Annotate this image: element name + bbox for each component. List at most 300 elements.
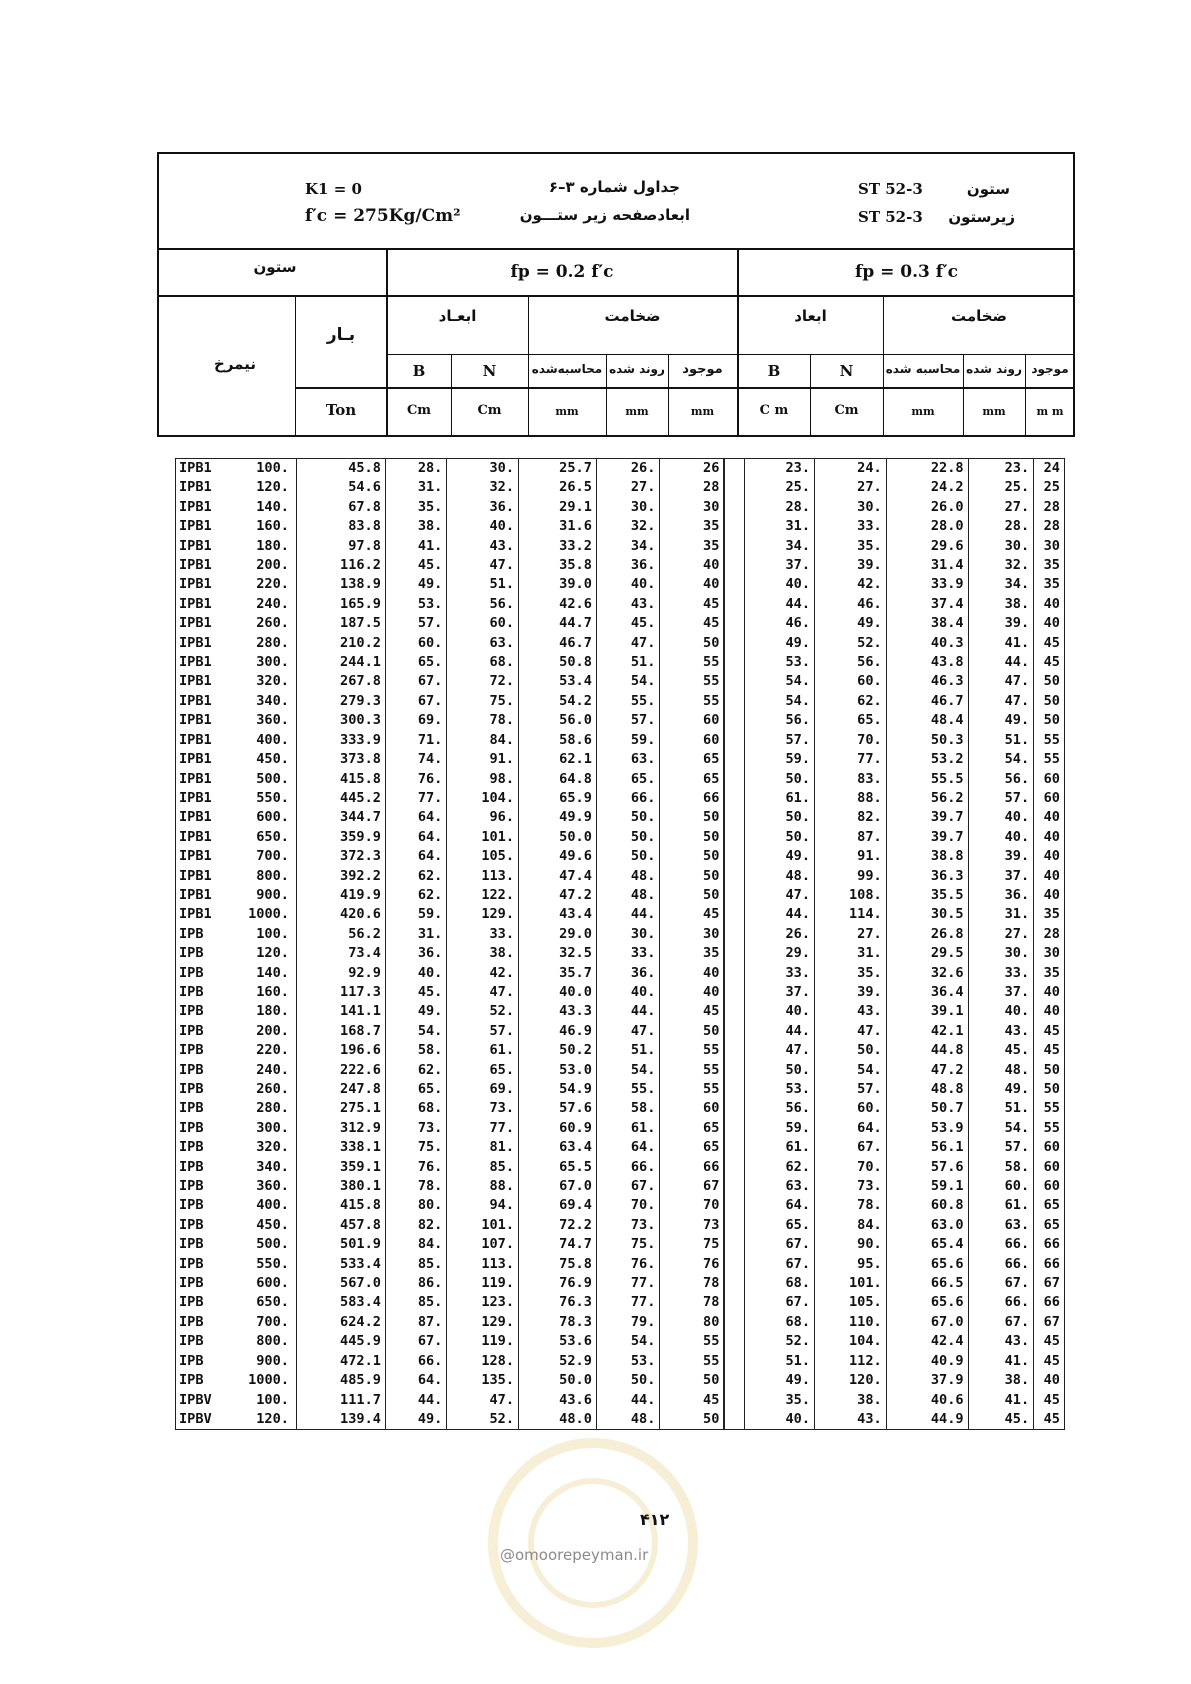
value-cell: 129. xyxy=(447,905,519,924)
value-cell: 57.6 xyxy=(519,1099,597,1118)
value-cell: 67.0 xyxy=(886,1313,968,1332)
profile-cell xyxy=(176,614,297,633)
value-cell: 60. xyxy=(385,634,446,653)
value-cell: 54.2 xyxy=(519,692,597,711)
value-cell: 66. xyxy=(968,1293,1034,1312)
value-cell: 96. xyxy=(447,808,519,827)
profile-size: 450. xyxy=(256,1216,289,1233)
value-cell: 57. xyxy=(596,711,660,730)
value-cell: 41. xyxy=(968,1352,1034,1371)
value-cell: 31. xyxy=(815,944,887,963)
group-gap xyxy=(724,1235,744,1254)
value-cell: 55 xyxy=(660,692,725,711)
value-cell: 101. xyxy=(447,828,519,847)
profile-cell xyxy=(176,1391,297,1410)
profile-size: 280. xyxy=(256,1100,289,1117)
value-cell: 119. xyxy=(447,1332,519,1351)
profile-cell xyxy=(176,459,297,479)
unit-round: mm xyxy=(625,405,649,418)
value-cell: 66. xyxy=(385,1352,446,1371)
value-cell: 43. xyxy=(968,1332,1034,1351)
value-cell: 67 xyxy=(660,1177,725,1196)
value-cell: 58.6 xyxy=(519,731,597,750)
value-cell: 67 xyxy=(1034,1313,1065,1332)
value-cell: 380.1 xyxy=(296,1177,385,1196)
value-cell: 54. xyxy=(596,672,660,691)
value-cell: 54. xyxy=(815,1061,887,1080)
value-cell: 45 xyxy=(1034,634,1065,653)
profile-type: IPB1 xyxy=(179,828,212,845)
profile-type: IPB xyxy=(179,1352,204,1369)
profile-size: 800. xyxy=(256,867,289,884)
value-cell: 38.8 xyxy=(886,847,968,866)
value-cell: 28 xyxy=(660,478,725,497)
profile-cell xyxy=(176,983,297,1002)
value-cell: 59. xyxy=(745,1119,815,1138)
table-body xyxy=(176,459,1065,1430)
value-cell: 60. xyxy=(447,614,519,633)
value-cell: 46.7 xyxy=(886,692,968,711)
col-B: B xyxy=(412,362,426,380)
value-cell: 67. xyxy=(745,1255,815,1274)
group-gap xyxy=(724,1080,744,1099)
value-cell: 35 xyxy=(1034,964,1065,983)
table-row xyxy=(176,537,1065,556)
value-cell: 69.4 xyxy=(519,1196,597,1215)
table-row xyxy=(176,653,1065,672)
value-cell: 99. xyxy=(815,867,887,886)
value-cell: 47. xyxy=(815,1022,887,1041)
value-cell: 60 xyxy=(1034,1158,1065,1177)
value-cell: 77. xyxy=(596,1293,660,1312)
value-cell: 50 xyxy=(1034,692,1065,711)
value-cell: 51. xyxy=(596,1041,660,1060)
group-gap xyxy=(724,1022,744,1041)
value-cell: 53.0 xyxy=(519,1061,597,1080)
profile-cell xyxy=(176,653,297,672)
steel-base: ST 52-3 xyxy=(858,208,923,226)
value-cell: 33.9 xyxy=(886,575,968,594)
value-cell: 110. xyxy=(815,1313,887,1332)
value-cell: 45 xyxy=(1034,653,1065,672)
profile-size: 360. xyxy=(256,1178,289,1195)
profile-type: IPB1 xyxy=(179,518,212,535)
value-cell: 78 xyxy=(660,1274,725,1293)
value-cell: 65.9 xyxy=(519,789,597,808)
value-cell: 39. xyxy=(815,983,887,1002)
value-cell: 74.7 xyxy=(519,1235,597,1254)
value-cell: 66 xyxy=(660,1158,725,1177)
profile-size: 200. xyxy=(256,1022,289,1039)
profile-type: IPB1 xyxy=(179,460,212,476)
value-cell: 43. xyxy=(815,1002,887,1021)
table-row xyxy=(176,983,1065,1002)
value-cell: 50.0 xyxy=(519,828,597,847)
value-cell: 45 xyxy=(1034,1041,1065,1060)
value-cell: 26.8 xyxy=(886,925,968,944)
value-cell: 82. xyxy=(385,1216,446,1235)
thickness-label: ضخامت xyxy=(604,307,661,325)
value-cell: 65. xyxy=(745,1216,815,1235)
value-cell: 392.2 xyxy=(296,867,385,886)
group-gap xyxy=(724,692,744,711)
value-cell: 63.0 xyxy=(886,1216,968,1235)
value-cell: 45 xyxy=(1034,1410,1065,1430)
value-cell: 485.9 xyxy=(296,1371,385,1390)
value-cell: 60. xyxy=(968,1177,1034,1196)
value-cell: 40.9 xyxy=(886,1352,968,1371)
value-cell: 472.1 xyxy=(296,1352,385,1371)
value-cell: 165.9 xyxy=(296,595,385,614)
value-cell: 47.4 xyxy=(519,867,597,886)
value-cell: 26. xyxy=(745,925,815,944)
value-cell: 47. xyxy=(596,634,660,653)
table-subtitle: ابعادصفحه زیر ستـــون xyxy=(519,206,690,224)
value-cell: 47. xyxy=(745,1041,815,1060)
value-cell: 45 xyxy=(660,614,725,633)
value-cell: 30. xyxy=(968,944,1034,963)
value-cell: 60 xyxy=(660,1099,725,1118)
value-cell: 40. xyxy=(745,1002,815,1021)
value-cell: 39.1 xyxy=(886,1002,968,1021)
fc-label: f′c = 275Kg/Cm² xyxy=(305,206,461,226)
profile-size: 340. xyxy=(256,1158,289,1175)
value-cell: 50 xyxy=(1034,1080,1065,1099)
value-cell: 57.6 xyxy=(886,1158,968,1177)
header-divider-3 xyxy=(295,387,1075,389)
value-cell: 583.4 xyxy=(296,1293,385,1312)
group-gap xyxy=(724,944,744,963)
value-cell: 42.4 xyxy=(886,1332,968,1351)
value-cell: 104. xyxy=(815,1332,887,1351)
value-cell: 62. xyxy=(815,692,887,711)
group-gap xyxy=(724,828,744,847)
value-cell: 40. xyxy=(745,575,815,594)
value-cell: 42.6 xyxy=(519,595,597,614)
profile-type: IPB xyxy=(179,1158,204,1175)
profile-cell xyxy=(176,1293,297,1312)
profile-type: IPB1 xyxy=(179,789,212,806)
value-cell: 415.8 xyxy=(296,1196,385,1215)
value-cell: 77. xyxy=(596,1274,660,1293)
profile-size: 450. xyxy=(256,751,289,768)
value-cell: 44.9 xyxy=(886,1410,968,1430)
value-cell: 55 xyxy=(660,672,725,691)
value-cell: 26. xyxy=(596,459,660,479)
value-cell: 43. xyxy=(968,1022,1034,1041)
profile-size: 120. xyxy=(256,1410,289,1427)
profile-type: IPB xyxy=(179,1236,204,1253)
value-cell: 47. xyxy=(968,672,1034,691)
value-cell: 55 xyxy=(1034,1119,1065,1138)
value-cell: 28.0 xyxy=(886,517,968,536)
value-cell: 359.1 xyxy=(296,1158,385,1177)
table-row xyxy=(176,1410,1065,1430)
group-gap xyxy=(724,750,744,769)
profile-cell xyxy=(176,1313,297,1332)
value-cell: 83. xyxy=(815,770,887,789)
group-gap xyxy=(724,847,744,866)
value-cell: 45 xyxy=(1034,1022,1065,1041)
table-row xyxy=(176,1216,1065,1235)
value-cell: 40 xyxy=(1034,1371,1065,1390)
value-cell: 113. xyxy=(447,867,519,886)
group-gap xyxy=(724,459,744,479)
group-gap xyxy=(724,1158,744,1177)
table-row xyxy=(176,847,1065,866)
profile-cell xyxy=(176,828,297,847)
value-cell: 65. xyxy=(385,653,446,672)
value-cell: 63. xyxy=(596,750,660,769)
value-cell: 55.5 xyxy=(886,770,968,789)
profile-size: 360. xyxy=(256,712,289,729)
unit-N: Cm xyxy=(477,403,502,418)
value-cell: 24 xyxy=(1034,459,1065,479)
value-cell: 44.8 xyxy=(886,1041,968,1060)
value-cell: 37. xyxy=(968,867,1034,886)
value-cell: 567.0 xyxy=(296,1274,385,1293)
table-row xyxy=(176,944,1065,963)
value-cell: 122. xyxy=(447,886,519,905)
value-cell: 60 xyxy=(1034,789,1065,808)
value-cell: 31. xyxy=(385,478,446,497)
value-cell: 67. xyxy=(745,1235,815,1254)
value-cell: 65.6 xyxy=(886,1255,968,1274)
value-cell: 77. xyxy=(385,789,446,808)
value-cell: 38. xyxy=(385,517,446,536)
profile-cell xyxy=(176,517,297,536)
value-cell: 50. xyxy=(596,847,660,866)
value-cell: 120. xyxy=(815,1371,887,1390)
value-cell: 35.5 xyxy=(886,886,968,905)
value-cell: 47. xyxy=(447,1391,519,1410)
value-cell: 48.8 xyxy=(886,1080,968,1099)
value-cell: 25 xyxy=(1034,478,1065,497)
group-gap xyxy=(724,537,744,556)
value-cell: 338.1 xyxy=(296,1138,385,1157)
value-cell: 63. xyxy=(745,1177,815,1196)
value-cell: 40 xyxy=(1034,867,1065,886)
value-cell: 56. xyxy=(968,770,1034,789)
col-rounded: روند شده xyxy=(609,362,665,376)
value-cell: 79. xyxy=(596,1313,660,1332)
value-cell: 35 xyxy=(660,944,725,963)
profile-type: IPB xyxy=(179,1197,204,1214)
value-cell: 45 xyxy=(660,1002,725,1021)
value-cell: 85. xyxy=(385,1293,446,1312)
value-cell: 77. xyxy=(447,1119,519,1138)
value-cell: 49. xyxy=(385,1002,446,1021)
unit-load: Ton xyxy=(325,401,357,419)
group-gap xyxy=(724,1099,744,1118)
value-cell: 49. xyxy=(815,614,887,633)
value-cell: 37. xyxy=(968,983,1034,1002)
value-cell: 76. xyxy=(385,770,446,789)
value-cell: 187.5 xyxy=(296,614,385,633)
value-cell: 58. xyxy=(596,1099,660,1118)
value-cell: 54. xyxy=(596,1061,660,1080)
group-gap xyxy=(724,983,744,1002)
profile-cell xyxy=(176,847,297,866)
value-cell: 56. xyxy=(745,711,815,730)
value-cell: 104. xyxy=(447,789,519,808)
value-cell: 38. xyxy=(968,1371,1034,1390)
profile-size: 600. xyxy=(256,809,289,826)
value-cell: 49. xyxy=(745,847,815,866)
value-cell: 45. xyxy=(968,1410,1034,1430)
value-cell: 46.9 xyxy=(519,1022,597,1041)
value-cell: 33.2 xyxy=(519,537,597,556)
value-cell: 45. xyxy=(385,983,446,1002)
value-cell: 57. xyxy=(745,731,815,750)
value-cell: 32.6 xyxy=(886,964,968,983)
value-cell: 90. xyxy=(815,1235,887,1254)
profile-size: 320. xyxy=(256,673,289,690)
value-cell: 35 xyxy=(1034,905,1065,924)
value-cell: 119. xyxy=(447,1274,519,1293)
value-cell: 60 xyxy=(1034,1177,1065,1196)
value-cell: 34. xyxy=(968,575,1034,594)
value-cell: 73. xyxy=(596,1216,660,1235)
table-row xyxy=(176,867,1065,886)
value-cell: 50 xyxy=(660,847,725,866)
profile-cell xyxy=(176,556,297,575)
value-cell: 279.3 xyxy=(296,692,385,711)
profile-size: 180. xyxy=(256,537,289,554)
value-cell: 69. xyxy=(447,1080,519,1099)
value-cell: 48. xyxy=(596,886,660,905)
profile-size: 120. xyxy=(256,945,289,962)
value-cell: 33. xyxy=(745,964,815,983)
value-cell: 85. xyxy=(385,1255,446,1274)
table-row xyxy=(176,1022,1065,1041)
value-cell: 168.7 xyxy=(296,1022,385,1041)
value-cell: 501.9 xyxy=(296,1235,385,1254)
table-row xyxy=(176,1293,1065,1312)
value-cell: 54. xyxy=(596,1332,660,1351)
profile-cell xyxy=(176,711,297,730)
value-cell: 47. xyxy=(447,983,519,1002)
value-cell: 46. xyxy=(745,614,815,633)
value-cell: 44. xyxy=(745,905,815,924)
value-cell: 56.2 xyxy=(886,789,968,808)
profile-type: IPB xyxy=(179,1275,204,1292)
value-cell: 128. xyxy=(447,1352,519,1371)
profile-type: IPB xyxy=(179,1042,204,1059)
value-cell: 445.9 xyxy=(296,1332,385,1351)
value-cell: 50. xyxy=(745,808,815,827)
value-cell: 45 xyxy=(660,905,725,924)
at-icon: @ xyxy=(500,1546,515,1564)
value-cell: 31.6 xyxy=(519,517,597,536)
value-cell: 68. xyxy=(385,1099,446,1118)
value-cell: 65. xyxy=(815,711,887,730)
profile-type: IPB xyxy=(179,1119,204,1136)
value-cell: 54.6 xyxy=(296,478,385,497)
table-row xyxy=(176,575,1065,594)
steel-column-label: ستون xyxy=(966,180,1010,198)
value-cell: 46.7 xyxy=(519,634,597,653)
value-cell: 53. xyxy=(596,1352,660,1371)
value-cell: 372.3 xyxy=(296,847,385,866)
group-fp-03: fp = 0.3 f′c xyxy=(855,262,958,282)
value-cell: 50. xyxy=(745,770,815,789)
value-cell: 77. xyxy=(815,750,887,769)
table-row xyxy=(176,1391,1065,1410)
group-gap xyxy=(724,1177,744,1196)
value-cell: 333.9 xyxy=(296,731,385,750)
profile-size: 600. xyxy=(256,1275,289,1292)
value-cell: 36. xyxy=(968,886,1034,905)
dims-label: ابعـاد xyxy=(438,307,477,325)
value-cell: 62. xyxy=(385,867,446,886)
table-row xyxy=(176,789,1065,808)
group-gap xyxy=(724,1410,744,1430)
table-row xyxy=(176,556,1065,575)
value-cell: 76. xyxy=(385,1158,446,1177)
value-cell: 64. xyxy=(745,1196,815,1215)
group-gap xyxy=(724,1061,744,1080)
value-cell: 59. xyxy=(745,750,815,769)
profile-type: IPB xyxy=(179,945,204,962)
profile-cell xyxy=(176,1216,297,1235)
group-gap xyxy=(724,517,744,536)
value-cell: 84. xyxy=(815,1216,887,1235)
value-cell: 457.8 xyxy=(296,1216,385,1235)
value-cell: 40 xyxy=(1034,983,1065,1002)
value-cell: 40. xyxy=(447,517,519,536)
value-cell: 56. xyxy=(447,595,519,614)
profile-cell xyxy=(176,1352,297,1371)
profile-type: IPB1 xyxy=(179,770,212,787)
value-cell: 35 xyxy=(660,537,725,556)
value-cell: 30. xyxy=(447,459,519,479)
value-cell: 50 xyxy=(1034,672,1065,691)
value-cell: 28. xyxy=(968,517,1034,536)
group-gap xyxy=(724,634,744,653)
value-cell: 61. xyxy=(745,1138,815,1157)
value-cell: 73. xyxy=(385,1119,446,1138)
value-cell: 33. xyxy=(968,964,1034,983)
value-cell: 196.6 xyxy=(296,1041,385,1060)
value-cell: 31. xyxy=(385,925,446,944)
value-cell: 41. xyxy=(968,1391,1034,1410)
value-cell: 30 xyxy=(1034,944,1065,963)
profile-cell xyxy=(176,1177,297,1196)
value-cell: 23. xyxy=(745,459,815,479)
value-cell: 68. xyxy=(447,653,519,672)
value-cell: 40 xyxy=(1034,595,1065,614)
profile-type: IPB xyxy=(179,964,204,981)
value-cell: 35 xyxy=(660,517,725,536)
value-cell: 50 xyxy=(660,808,725,827)
value-cell: 65.5 xyxy=(519,1158,597,1177)
group-gap xyxy=(724,1255,744,1274)
profile-cell xyxy=(176,672,297,691)
group-gap xyxy=(724,1216,744,1235)
profile-size: 280. xyxy=(256,634,289,651)
col-available: موجود xyxy=(682,362,723,377)
thickness-label-2: ضخامت xyxy=(950,307,1008,325)
table-row xyxy=(176,634,1065,653)
profile-cell xyxy=(176,964,297,983)
value-cell: 78 xyxy=(660,1293,725,1312)
table-row xyxy=(176,692,1065,711)
profile-size: 700. xyxy=(256,1313,289,1330)
profile-type: IPB xyxy=(179,1333,204,1350)
profile-size: 180. xyxy=(256,1003,289,1020)
value-cell: 30. xyxy=(596,498,660,517)
